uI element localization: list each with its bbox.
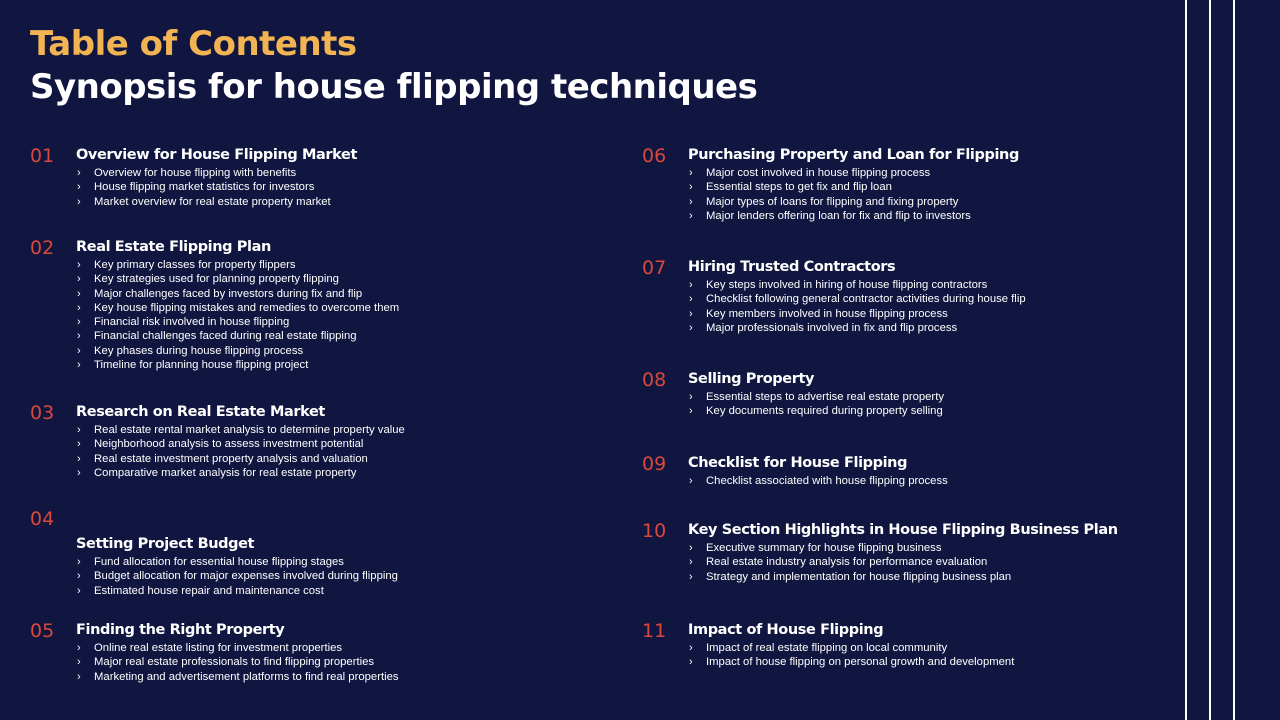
chevron-right-icon: › <box>689 321 693 334</box>
chevron-right-icon: › <box>689 570 693 583</box>
page-subtitle: Synopsis for house flipping techniques <box>30 67 758 107</box>
list-item-text: Key members involved in house flipping process <box>706 307 948 320</box>
chevron-right-icon: › <box>77 424 81 436</box>
chevron-right-icon: › <box>77 556 81 568</box>
section-number: 05 <box>30 620 55 642</box>
chevron-right-icon: › <box>77 167 81 179</box>
list-item <box>76 466 405 480</box>
list-item <box>76 423 405 437</box>
list-item-text: Key documents required during property selling <box>706 405 943 418</box>
chevron-right-icon: › <box>77 452 81 465</box>
section-heading: Selling Property <box>688 371 815 387</box>
list-item-text: Major types of loans for flipping and fixing property <box>706 195 959 208</box>
section-item-list <box>76 641 399 684</box>
list-item <box>688 474 948 488</box>
list-item <box>76 569 398 583</box>
section-item-list <box>76 258 399 372</box>
section-number: 10 <box>642 520 667 542</box>
list-item-text: Market overview for real estate property market <box>94 195 331 208</box>
list-item-text: Checklist following general contractor activities during house flip <box>706 293 1026 306</box>
list-item-text: Executive summary for house flipping business <box>706 542 942 554</box>
list-item <box>76 358 399 372</box>
chevron-right-icon: › <box>689 405 693 418</box>
chevron-right-icon: › <box>689 279 693 291</box>
section-number: 08 <box>642 369 667 391</box>
list-item-text: Major challenges faced by investors during fix and flip <box>94 287 363 300</box>
chevron-right-icon: › <box>77 344 81 357</box>
section-heading: Research on Real Estate Market <box>76 404 325 420</box>
chevron-right-icon: › <box>77 195 81 208</box>
chevron-right-icon: › <box>689 195 693 208</box>
chevron-right-icon: › <box>689 475 693 487</box>
chevron-right-icon: › <box>689 293 693 306</box>
list-item <box>688 555 1011 569</box>
decorative-line <box>1209 0 1211 720</box>
list-item-text: Financial challenges faced during real estate flipping <box>94 330 357 343</box>
page-title: Table of Contents <box>30 24 357 64</box>
list-item-text: Marketing and advertisement platforms to find real properties <box>94 670 399 683</box>
section-heading: Checklist for House Flipping <box>688 455 908 471</box>
section-item-list <box>76 166 331 209</box>
list-item-text: Budget allocation for major expenses involved during flipping <box>94 570 398 583</box>
list-item <box>688 278 1026 292</box>
section-item-list <box>688 641 1014 670</box>
section-number: 07 <box>642 257 667 279</box>
section-number: 02 <box>30 237 55 259</box>
chevron-right-icon: › <box>689 642 693 654</box>
chevron-right-icon: › <box>689 656 693 669</box>
section-heading: Finding the Right Property <box>76 622 285 638</box>
section-number: 01 <box>30 145 55 167</box>
list-item <box>76 437 405 451</box>
section-item-list <box>688 541 1011 584</box>
list-item-text: Key strategies used for planning property flipping <box>94 273 339 286</box>
list-item-text: Timeline for planning house flipping project <box>94 359 309 372</box>
list-item-text: Major cost involved in house flipping process <box>706 167 931 179</box>
decorative-line <box>1233 0 1235 720</box>
chevron-right-icon: › <box>689 391 693 403</box>
chevron-right-icon: › <box>689 181 693 194</box>
chevron-right-icon: › <box>77 466 81 479</box>
chevron-right-icon: › <box>77 316 81 329</box>
list-item-text: Essential steps to advertise real estate property <box>706 391 944 403</box>
chevron-right-icon: › <box>77 330 81 343</box>
list-item-text: Major professionals involved in fix and flip process <box>706 321 958 334</box>
chevron-right-icon: › <box>77 301 81 314</box>
section-number: 11 <box>642 620 667 642</box>
list-item <box>688 641 1014 655</box>
list-item-text: Key primary classes for property flippers <box>94 259 296 271</box>
chevron-right-icon: › <box>689 209 693 222</box>
section-heading: Overview for House Flipping Market <box>76 147 357 163</box>
list-item-text: Neighborhood analysis to assess investment potential <box>94 438 364 451</box>
section-number: 06 <box>642 145 667 167</box>
list-item-text: Strategy and implementation for house flipping business plan <box>706 570 1012 583</box>
list-item <box>76 258 399 272</box>
section-heading: Real Estate Flipping Plan <box>76 239 271 255</box>
chevron-right-icon: › <box>77 570 81 583</box>
list-item <box>76 315 399 329</box>
section-number: 03 <box>30 402 55 424</box>
chevron-right-icon: › <box>77 181 81 194</box>
section-number: 04 <box>30 508 55 530</box>
list-item <box>76 344 399 358</box>
list-item-text: Key steps involved in hiring of house flipping contractors <box>706 279 988 291</box>
list-item <box>76 195 331 209</box>
chevron-right-icon: › <box>77 438 81 451</box>
chevron-right-icon: › <box>77 670 81 683</box>
section-item-list <box>688 390 944 419</box>
list-item <box>76 584 398 598</box>
list-item-text: Key phases during house flipping process <box>94 344 304 357</box>
list-item-text: Financial risk involved in house flipping <box>94 316 290 329</box>
section-item-list <box>76 423 405 480</box>
section-item-list <box>688 278 1026 335</box>
list-item-text: Real estate investment property analysis and valuation <box>94 452 368 465</box>
list-item-text: Major lenders offering loan for fix and flip to investors <box>706 209 971 222</box>
list-item-text: Real estate rental market analysis to determine property value <box>94 424 405 436</box>
list-item-text: Key house flipping mistakes and remedies to overcome them <box>94 301 400 314</box>
list-item <box>688 307 1026 321</box>
section-item-list <box>688 166 971 223</box>
list-item-text: Estimated house repair and maintenance cost <box>94 584 324 597</box>
list-item <box>688 390 944 404</box>
list-item <box>76 329 399 343</box>
section-heading: Key Section Highlights in House Flipping Business Plan <box>688 522 1118 538</box>
chevron-right-icon: › <box>77 584 81 597</box>
list-item <box>688 404 944 418</box>
list-item <box>76 670 399 684</box>
list-item <box>76 301 399 315</box>
list-item-text: Major real estate professionals to find flipping properties <box>94 656 375 669</box>
chevron-right-icon: › <box>77 287 81 300</box>
section-heading: Setting Project Budget <box>76 536 255 552</box>
section-item-list <box>76 555 398 598</box>
chevron-right-icon: › <box>689 167 693 179</box>
list-item <box>76 655 399 669</box>
list-item <box>688 209 971 223</box>
section-heading: Hiring Trusted Contractors <box>688 259 896 275</box>
list-item-text: Checklist associated with house flipping process <box>706 475 948 487</box>
list-item-text: Essential steps to get fix and flip loan <box>706 181 892 194</box>
decorative-line <box>1185 0 1187 720</box>
section-heading: Purchasing Property and Loan for Flipping <box>688 147 1019 163</box>
list-item <box>76 555 398 569</box>
list-item <box>688 180 971 194</box>
list-item <box>688 292 1026 306</box>
list-item <box>76 166 331 180</box>
list-item <box>688 541 1011 555</box>
list-item <box>688 655 1014 669</box>
chevron-right-icon: › <box>77 359 81 372</box>
list-item-text: Impact of house flipping on personal growth and development <box>706 656 1015 669</box>
list-item <box>688 321 1026 335</box>
list-item <box>76 180 331 194</box>
list-item-text: Impact of real estate flipping on local community <box>706 642 948 654</box>
section-number: 09 <box>642 453 667 475</box>
list-item <box>76 641 399 655</box>
chevron-right-icon: › <box>689 542 693 554</box>
chevron-right-icon: › <box>689 307 693 320</box>
list-item-text: Comparative market analysis for real estate property <box>94 466 357 479</box>
chevron-right-icon: › <box>77 259 81 271</box>
chevron-right-icon: › <box>77 656 81 669</box>
list-item <box>688 195 971 209</box>
list-item <box>688 570 1011 584</box>
list-item-text: House flipping market statistics for investors <box>94 181 315 194</box>
list-item <box>688 166 971 180</box>
list-item <box>76 452 405 466</box>
chevron-right-icon: › <box>689 556 693 569</box>
list-item-text: Fund allocation for essential house flipping stages <box>94 556 344 568</box>
section-heading: Impact of House Flipping <box>688 622 884 638</box>
section-item-list <box>688 474 948 488</box>
list-item <box>76 272 399 286</box>
list-item-text: Online real estate listing for investment properties <box>94 642 343 654</box>
list-item <box>76 287 399 301</box>
chevron-right-icon: › <box>77 642 81 654</box>
chevron-right-icon: › <box>77 273 81 286</box>
list-item-text: Real estate industry analysis for performance evaluation <box>706 556 988 569</box>
list-item-text: Overview for house flipping with benefits <box>94 167 297 179</box>
